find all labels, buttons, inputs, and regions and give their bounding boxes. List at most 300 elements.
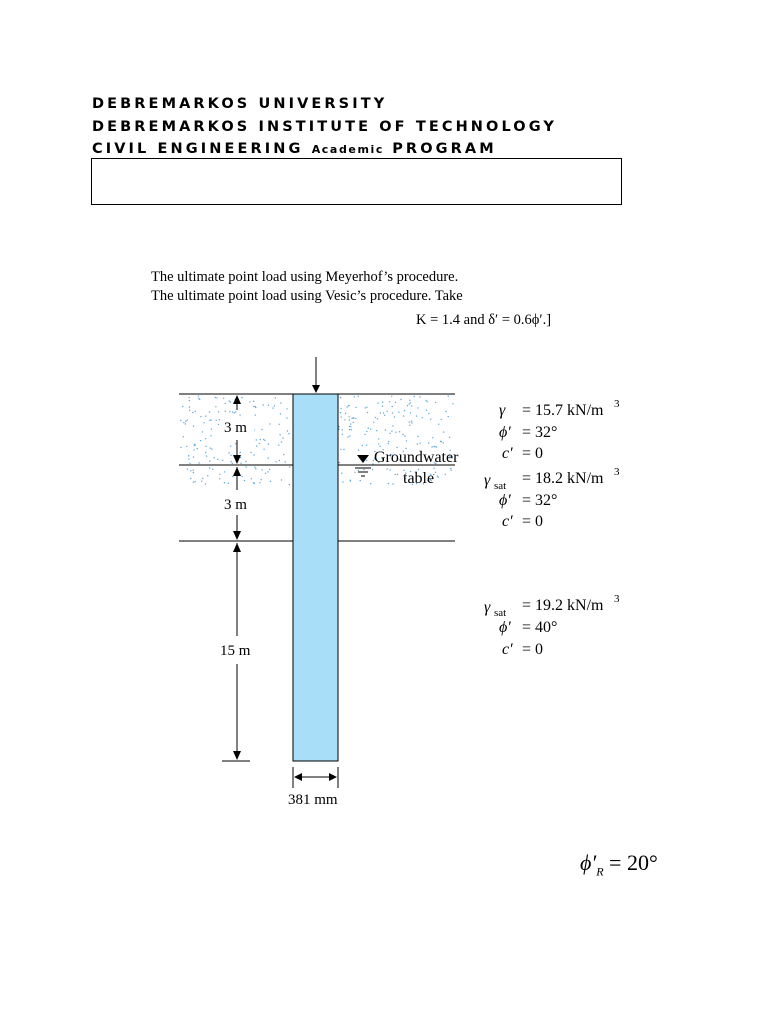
sand-dot: [422, 417, 423, 418]
sand-dot: [366, 407, 367, 408]
sand-dot: [189, 463, 190, 464]
sand-dot: [399, 431, 400, 432]
sand-dot: [275, 461, 276, 462]
sand-dot: [431, 446, 432, 447]
sand-dot: [342, 481, 343, 482]
sand-dot: [229, 400, 230, 401]
sand-dot: [185, 423, 186, 424]
sand-dot: [183, 436, 184, 437]
sand-dot: [394, 416, 395, 417]
sand-dot: [375, 417, 376, 418]
sand-dot: [338, 428, 339, 429]
sand-dot: [419, 396, 420, 397]
sand-dot: [367, 412, 368, 413]
program-name-part3: PROGRAM: [392, 141, 497, 157]
layer1-c: c′: [502, 445, 513, 462]
sand-dot: [217, 459, 218, 460]
sand-dot: [202, 431, 203, 432]
layer1-gamma-unit-exp: 3: [614, 398, 620, 410]
sand-dot: [365, 407, 366, 408]
sand-dot: [417, 407, 418, 408]
sand-dot: [263, 439, 264, 440]
sand-dot: [342, 434, 343, 435]
sand-dot: [214, 457, 215, 458]
layer2-c: c′: [502, 513, 513, 530]
sand-dot: [209, 467, 210, 468]
sand-dot: [388, 441, 389, 442]
sand-dot: [384, 415, 385, 416]
sand-dot: [241, 476, 242, 477]
sand-dot: [443, 431, 444, 432]
sand-dot: [224, 471, 225, 472]
sand-dot: [350, 423, 351, 424]
sand-dot: [387, 468, 388, 469]
sand-dot: [430, 419, 431, 420]
problem-line-2: The ultimate point load using Vesic’s procedure. Take: [151, 288, 463, 304]
sand-dot: [229, 411, 230, 412]
width-arrow-left: [294, 773, 302, 781]
sand-dot: [370, 483, 371, 484]
sand-dot: [219, 474, 220, 475]
sand-dot: [366, 460, 367, 461]
load-arrow-head: [312, 385, 320, 393]
layer3-c: c′: [502, 641, 513, 658]
sand-dot: [355, 418, 356, 419]
sand-dot: [286, 408, 287, 409]
sand-dot: [279, 434, 280, 435]
phi-r-subscript: R: [596, 864, 604, 879]
layer2-phi-value: = 32°: [522, 492, 558, 509]
sand-dot: [358, 470, 359, 471]
dim-arrow-2-bottom: [233, 531, 241, 540]
sand-dot: [260, 439, 261, 440]
sand-dot: [432, 437, 433, 438]
sand-dot: [193, 470, 194, 471]
layer3-gamma: γ: [484, 599, 491, 616]
sand-dot: [395, 474, 396, 475]
sand-dot: [180, 420, 181, 421]
sand-dot: [435, 402, 436, 403]
sand-dot: [449, 437, 450, 438]
sand-dot: [433, 468, 434, 469]
sand-dot: [409, 400, 410, 401]
sand-dot: [186, 446, 187, 447]
sand-dot: [448, 416, 449, 417]
sand-dot: [241, 397, 242, 398]
layer1-c-value: = 0: [522, 445, 544, 462]
sand-dot: [211, 448, 212, 449]
sand-dot: [193, 456, 194, 457]
sand-dot: [410, 412, 411, 413]
sand-dot: [360, 480, 361, 481]
sand-dot: [194, 444, 195, 445]
sand-dot: [187, 420, 188, 421]
sand-dot: [378, 438, 379, 439]
university-name: DEBREMARKOS UNIVERSITY: [92, 96, 388, 112]
sand-dot: [256, 439, 257, 440]
sand-dot: [216, 397, 217, 398]
sand-dot: [224, 482, 225, 483]
sand-dot: [443, 442, 444, 443]
sand-dot: [215, 406, 216, 407]
dim-arrow-2-top: [233, 467, 241, 476]
phi-r-value: = 20°: [609, 850, 658, 875]
sand-dot: [411, 405, 412, 406]
sand-dot: [450, 468, 451, 469]
sand-dot: [445, 411, 446, 412]
layer2-c-value: = 0: [522, 513, 544, 530]
sand-dot: [354, 472, 355, 473]
layer2-gamma-unit-exp: 3: [614, 466, 620, 478]
sand-dot: [349, 416, 350, 417]
sand-dot: [380, 412, 381, 413]
sand-dot: [202, 478, 203, 479]
sand-dot: [341, 416, 342, 417]
sand-dot: [349, 426, 350, 427]
sand-dot: [288, 433, 289, 434]
sand-dot: [390, 469, 391, 470]
sand-dot: [350, 480, 351, 481]
sand-dot: [206, 455, 207, 456]
sand-dot: [253, 454, 254, 455]
sand-dot: [210, 419, 211, 420]
sand-dot: [180, 447, 181, 448]
sand-dot: [268, 405, 269, 406]
sand-dot: [440, 441, 441, 442]
sand-dot: [212, 469, 213, 470]
sand-dot: [391, 396, 392, 397]
sand-dot: [382, 402, 383, 403]
sand-dot: [272, 407, 273, 408]
sand-dot: [278, 444, 279, 445]
sand-dot: [235, 411, 236, 412]
sand-dot: [230, 455, 231, 456]
sand-dot: [343, 449, 344, 450]
problem-line-3: K = 1.4 and δ′ = 0.6ϕ′.]: [416, 312, 552, 328]
sand-dot: [203, 422, 204, 423]
sand-dot: [378, 443, 379, 444]
sand-dot: [344, 419, 345, 420]
sand-dot: [197, 448, 198, 449]
sand-dot: [232, 463, 233, 464]
sand-dot: [234, 412, 235, 413]
sand-dot: [190, 478, 191, 479]
sand-dot: [391, 430, 392, 431]
sand-dot: [270, 481, 271, 482]
sand-dot: [377, 402, 378, 403]
sand-dot: [368, 428, 369, 429]
sand-dot: [438, 477, 439, 478]
sand-dot: [348, 405, 349, 406]
sand-dot: [244, 480, 245, 481]
sand-dot: [345, 413, 346, 414]
program-name-part2: Academic: [311, 143, 385, 156]
sand-dot: [193, 472, 194, 473]
sand-dot: [364, 434, 365, 435]
sand-dot: [269, 469, 270, 470]
sand-dot: [253, 482, 254, 483]
sand-dot: [251, 478, 252, 479]
sand-dot: [392, 406, 393, 407]
sand-dot: [198, 395, 199, 396]
problem-line-1: The ultimate point load using Meyerhof’s procedure.: [151, 269, 459, 285]
sand-dot: [426, 401, 427, 402]
sand-dot: [218, 424, 219, 425]
sand-dot: [395, 402, 396, 403]
sand-dot: [338, 426, 339, 427]
sand-dot: [245, 461, 246, 462]
sand-dot: [280, 413, 281, 414]
sand-dot: [397, 474, 398, 475]
groundwater-label: Groundwater: [374, 449, 459, 466]
sand-dot: [366, 444, 367, 445]
sand-dot: [265, 473, 266, 474]
sand-dot: [388, 483, 389, 484]
sand-dot: [425, 400, 426, 401]
sand-dot: [268, 458, 269, 459]
sand-dot: [339, 462, 340, 463]
sand-dot: [211, 429, 212, 430]
layer2-gamma-sub: sat: [494, 480, 507, 492]
sand-dot: [398, 412, 399, 413]
sand-dot: [205, 446, 206, 447]
sand-dot: [358, 449, 359, 450]
sand-dot: [209, 460, 210, 461]
sand-dot: [192, 412, 193, 413]
sand-dot: [200, 416, 201, 417]
pile: [293, 394, 338, 761]
sand-dot: [351, 418, 352, 419]
sand-dot: [363, 469, 364, 470]
sand-dot: [263, 404, 264, 405]
sand-dot: [189, 406, 190, 407]
layer2-gamma: γ: [484, 472, 491, 489]
sand-dot: [340, 412, 341, 413]
sand-dot: [280, 402, 281, 403]
sand-dot: [434, 446, 435, 447]
sand-dot: [404, 410, 405, 411]
sand-dot: [193, 482, 194, 483]
sand-dot: [225, 403, 226, 404]
sand-dot: [392, 425, 393, 426]
institute-name: DEBREMARKOS INSTITUTE OF TECHNOLOGY: [92, 119, 557, 135]
sand-dot: [249, 401, 250, 402]
sand-dot: [274, 405, 275, 406]
sand-dot: [286, 417, 287, 418]
sand-dot: [228, 452, 229, 453]
sand-dot: [349, 419, 350, 420]
sand-dot: [209, 411, 210, 412]
sand-dot: [240, 463, 241, 464]
sand-dot: [450, 470, 451, 471]
sand-dot: [210, 435, 211, 436]
sand-dot: [279, 460, 280, 461]
sand-dot: [279, 424, 280, 425]
sand-dot: [255, 414, 256, 415]
sand-dot: [283, 454, 284, 455]
sand-dot: [231, 461, 232, 462]
sand-dot: [230, 446, 231, 447]
sand-dot: [195, 411, 196, 412]
sand-dot: [205, 438, 206, 439]
layer3-phi: ϕ′: [499, 619, 511, 636]
sand-dot: [351, 429, 352, 430]
sand-dot: [267, 471, 268, 472]
sand-dot: [239, 414, 240, 415]
sand-dot: [402, 434, 403, 435]
sand-dot: [448, 395, 449, 396]
sand-dot: [346, 406, 347, 407]
sand-dot: [205, 452, 206, 453]
sand-dot: [353, 417, 354, 418]
sand-dot: [215, 397, 216, 398]
sand-dot: [216, 420, 217, 421]
sand-dot: [185, 420, 186, 421]
sand-dot: [188, 458, 189, 459]
sand-dot: [198, 398, 199, 399]
sand-dot: [420, 443, 421, 444]
sand-dot: [281, 479, 282, 480]
dim-label-middle-layer: 3 m: [224, 497, 247, 513]
sand-dot: [349, 429, 350, 430]
sand-dot: [428, 442, 429, 443]
program-name-part1: CIVIL ENGINEERING: [92, 141, 304, 157]
sand-dot: [275, 397, 276, 398]
sand-dot: [417, 443, 418, 444]
sand-dot: [200, 440, 201, 441]
dim-arrow-3-bottom: [233, 751, 241, 760]
sand-dot: [240, 452, 241, 453]
water-table-symbol: [357, 455, 369, 463]
sand-dot: [253, 406, 254, 407]
sand-dot: [409, 425, 410, 426]
sand-dot: [268, 443, 269, 444]
phi-r-symbol: ϕ′: [580, 850, 597, 875]
sand-dot: [289, 466, 290, 467]
layer3-phi-value: = 40°: [522, 619, 558, 636]
sand-dot: [189, 410, 190, 411]
sand-dot: [382, 405, 383, 406]
sand-dot: [223, 398, 224, 399]
sand-dot: [246, 466, 247, 467]
sand-dot: [235, 443, 236, 444]
sand-dot: [387, 411, 388, 412]
sand-dot: [230, 401, 231, 402]
sand-dot: [264, 440, 265, 441]
sand-dot: [341, 473, 342, 474]
sand-dot: [340, 397, 341, 398]
sand-dot: [372, 469, 373, 470]
sand-dot: [261, 479, 262, 480]
sand-dot: [416, 415, 417, 416]
sand-dot: [409, 421, 410, 422]
sand-dot: [366, 431, 367, 432]
sand-dot: [389, 401, 390, 402]
sand-dot: [255, 468, 256, 469]
layer2-gamma-value: = 18.2 kN/m: [522, 470, 604, 487]
dim-label-top-layer: 3 m: [224, 420, 247, 436]
sand-dot: [354, 396, 355, 397]
sand-dot: [411, 422, 412, 423]
sand-dot: [261, 429, 262, 430]
sand-dot: [198, 462, 199, 463]
sand-dot: [407, 405, 408, 406]
sand-dot: [403, 415, 404, 416]
sand-dot: [285, 461, 286, 462]
sand-dot: [228, 483, 229, 484]
sand-dot: [410, 402, 411, 403]
sand-dot: [287, 430, 288, 431]
sand-dot: [395, 432, 396, 433]
sand-dot: [183, 422, 184, 423]
sand-dot: [400, 399, 401, 400]
layer3-gamma-sub: sat: [494, 607, 507, 619]
sand-dot: [383, 412, 384, 413]
sand-dot: [194, 481, 195, 482]
sand-dot: [437, 475, 438, 476]
sand-dot: [426, 410, 427, 411]
width-arrow-right: [329, 773, 337, 781]
groundwater-label-2: table: [403, 470, 435, 487]
sand-dot: [218, 411, 219, 412]
pile-diameter-label: 381 mm: [288, 792, 338, 808]
layer2-phi: ϕ′: [499, 492, 511, 509]
sand-dot: [188, 455, 189, 456]
sand-dot: [263, 449, 264, 450]
sand-dot: [435, 472, 436, 473]
sand-dot: [428, 413, 429, 414]
sand-dot: [193, 449, 194, 450]
sand-dot: [219, 478, 220, 479]
sand-dot: [349, 435, 350, 436]
sand-dot: [187, 469, 188, 470]
sand-dot: [255, 407, 256, 408]
layer3-gamma-value: = 19.2 kN/m: [522, 597, 604, 614]
dim-arrow-1-bottom: [233, 455, 241, 464]
sand-dot: [232, 476, 233, 477]
sand-dot: [350, 426, 351, 427]
sand-dot: [342, 429, 343, 430]
sand-dot: [259, 482, 260, 483]
sand-dot: [253, 401, 254, 402]
dim-arrow-1-top: [233, 395, 241, 404]
sand-dot: [210, 447, 211, 448]
sand-dot: [362, 445, 363, 446]
sand-dot: [409, 403, 410, 404]
sand-dot: [205, 415, 206, 416]
layer3-gamma-unit-exp: 3: [614, 593, 620, 605]
sand-dot: [222, 460, 223, 461]
sand-dot: [389, 433, 390, 434]
sand-dot: [411, 421, 412, 422]
sand-dot: [340, 449, 341, 450]
sand-dot: [392, 412, 393, 413]
sand-dot: [406, 440, 407, 441]
sand-dot: [269, 423, 270, 424]
dim-arrow-3-top: [233, 543, 241, 552]
sand-dot: [388, 443, 389, 444]
sand-dot: [358, 396, 359, 397]
sand-dot: [417, 436, 418, 437]
sand-dot: [219, 419, 220, 420]
interface-friction-angle: [580, 850, 658, 879]
sand-dot: [340, 408, 341, 409]
sand-dot: [289, 484, 290, 485]
sand-dot: [282, 437, 283, 438]
sand-dot: [414, 396, 415, 397]
sand-dot: [441, 419, 442, 420]
sand-dot: [254, 466, 255, 467]
